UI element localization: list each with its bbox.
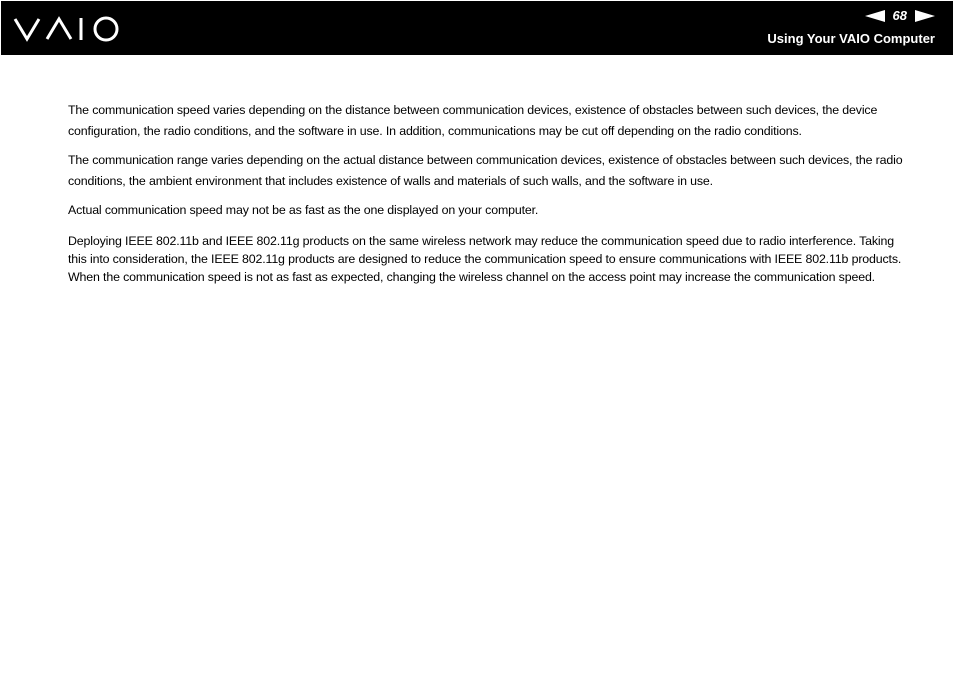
- page-navigation: [865, 8, 935, 24]
- paragraph-displayed-speed: Actual communication speed may not be as fast as the one displayed on your computer.: [68, 203, 539, 217]
- paragraph-speed-variation: The communication speed varies depending on the distance between communication devices, existence of obstacles between such devices, the device configuration, the radio conditions, and the software in use. In addition, communications may be cut off depending on the radio conditions.: [68, 103, 878, 138]
- previous-page-icon[interactable]: [865, 10, 885, 22]
- section-title: Using Your VAIO Computer: [767, 31, 935, 46]
- paragraph-range-variation: The communication range varies depending on the actual distance between communication devices, existence of obstacles between such devices, the radio conditions, the ambient environment that includes existence of walls and materials of such walls, and the software in use.: [68, 153, 903, 188]
- vaio-logo: [13, 14, 121, 44]
- page-body: [68, 100, 914, 286]
- paragraph-ieee-interference: Deploying IEEE 802.11b and IEEE 802.11g products on the same wireless network may reduce the communication speed due to radio interference. Taking this into consideration, the IEEE 802.11g products are designed to reduce the communication speed to ensure communications with IEEE 802.11b products. When the communication speed is not as fast as expected, changing the wireless channel on the access point may increase the communication speed.: [68, 234, 902, 284]
- page-number: 68: [892, 8, 907, 23]
- page-header: [1, 1, 953, 55]
- next-page-icon[interactable]: [915, 10, 935, 22]
